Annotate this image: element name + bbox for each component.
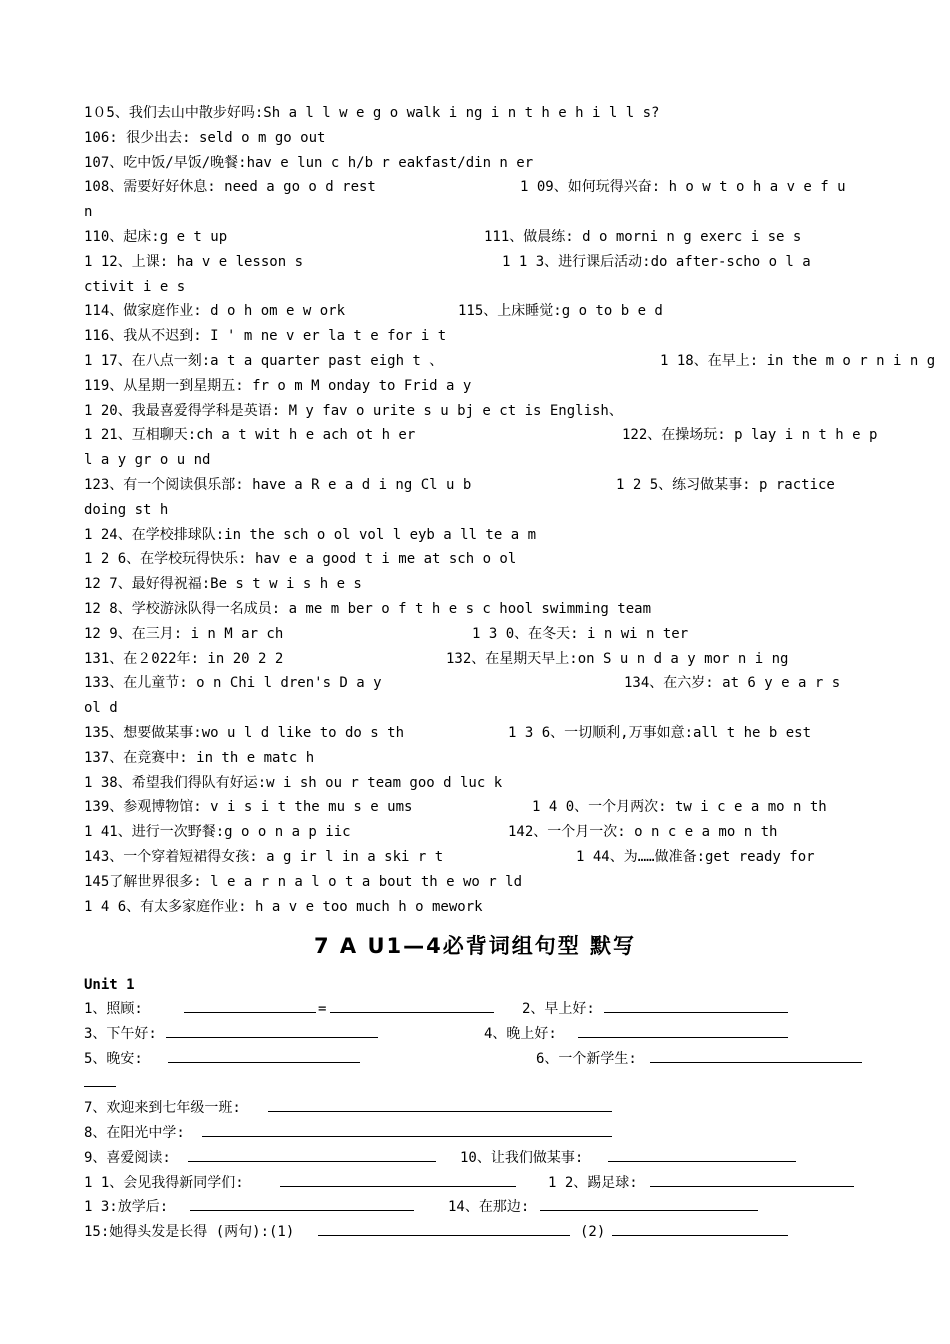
answer-blank[interactable] bbox=[202, 1122, 612, 1137]
answer-blank[interactable] bbox=[268, 1097, 612, 1112]
vocab-line bbox=[84, 448, 869, 473]
equals-sign: = bbox=[318, 1001, 327, 1017]
vocab-line bbox=[84, 696, 869, 721]
vocab-entry: 1 24、在学校排球队:in the sch o ol vol l eyb a ll te a m bbox=[84, 526, 537, 543]
exercise-prompt: 1 2、踢足球: bbox=[548, 1174, 638, 1191]
vocab-entry: 119、从星期一到星期五: fr o m M onday to Frid a y bbox=[84, 377, 472, 394]
exercise-prompt: 1、照顾: bbox=[84, 1001, 143, 1017]
answer-blank[interactable] bbox=[604, 998, 788, 1013]
answer-blank[interactable] bbox=[540, 1196, 758, 1211]
section-title: 7 A U1—4必背词组句型 默写 bbox=[313, 934, 637, 958]
vocab-line bbox=[84, 771, 869, 796]
vocab-line bbox=[84, 721, 869, 746]
exercise-prompt: 2、早上好: bbox=[522, 1001, 595, 1017]
vocab-entry: 115、上床睡觉:g o to b e d bbox=[458, 303, 663, 320]
answer-blank[interactable] bbox=[330, 998, 494, 1013]
vocab-line bbox=[84, 498, 869, 523]
answer-blank[interactable] bbox=[188, 1147, 436, 1162]
vocab-line bbox=[84, 622, 869, 647]
vocab-entry: 132、在星期天早上:on S u n d a y mor n i ng bbox=[446, 650, 789, 667]
vocab-entry: 1 17、在八点一刻:a t a quarter past eigh t 、 bbox=[84, 352, 444, 369]
vocab-entry: 142、一个月一次: o n c e a mo n th bbox=[508, 824, 778, 841]
vocab-line bbox=[84, 647, 869, 672]
exercise-prompt: 8、在阳光中学: bbox=[84, 1124, 185, 1141]
vocab-entry: 110、起床:g e t up bbox=[84, 228, 228, 245]
vocab-line bbox=[84, 895, 869, 920]
vocab-entry: 145了解世界很多: l e a r n a l o t a bout th e wo r ld bbox=[84, 873, 523, 890]
answer-blank[interactable] bbox=[578, 1023, 788, 1038]
vocab-line bbox=[84, 597, 869, 622]
vocab-line bbox=[84, 671, 869, 696]
vocab-entry: 143、一个穿着短裙得女孩: a g ir l in a ski r t bbox=[84, 848, 444, 865]
vocab-entry: 133、在儿童节: o n Chi l dren's D a y bbox=[84, 675, 382, 692]
vocab-line bbox=[84, 225, 869, 250]
vocab-entry: 131、在２022年: in 20 2 2 bbox=[84, 650, 284, 667]
unit-label: Unit 1 bbox=[84, 977, 135, 993]
answer-blank[interactable] bbox=[190, 1196, 414, 1211]
vocab-entry: 1 2 5、练习做某事: p ractice bbox=[616, 476, 835, 493]
vocab-line bbox=[84, 746, 869, 771]
vocab-line bbox=[84, 795, 869, 820]
exercise-prompt: 10、让我们做某事: bbox=[460, 1149, 584, 1166]
answer-blank[interactable] bbox=[612, 1221, 788, 1236]
vocab-line bbox=[84, 324, 869, 349]
vocab-line bbox=[84, 423, 878, 448]
vocab-entry: 1 4 6、有太多家庭作业: h a v e too much h o mework bbox=[84, 898, 483, 915]
vocab-line bbox=[84, 349, 936, 374]
answer-blank[interactable] bbox=[168, 1048, 360, 1063]
vocab-entry: 1 12、上课: ha v e lesson s bbox=[84, 253, 304, 270]
vocab-line bbox=[84, 399, 869, 424]
vocab-line bbox=[84, 299, 869, 324]
exercise-prompt: 14、在那边: bbox=[448, 1199, 530, 1216]
vocab-line bbox=[84, 473, 869, 498]
vocab-entry: 123、有一个阅读俱乐部: have a R e a d i ng Cl u b bbox=[84, 476, 472, 493]
vocab-line bbox=[84, 126, 869, 151]
vocab-line bbox=[84, 175, 869, 200]
vocab-entry: 107、吃中饭/早饭/晚餐:hav e lun c h/b r eakfast/din n er bbox=[84, 154, 534, 171]
answer-blank[interactable] bbox=[280, 1172, 516, 1187]
vocab-line bbox=[84, 200, 869, 225]
vocab-entry: 135、想要做某事:wo u l d like to do s th bbox=[84, 724, 405, 741]
vocab-entry: 134、在六岁: at 6 y e a r s bbox=[624, 675, 841, 692]
vocab-entry: 1 44、为……做准备:get ready for bbox=[576, 848, 815, 865]
vocab-entry: doing st h bbox=[84, 501, 169, 518]
exercise-prompt: 9、喜爱阅读: bbox=[84, 1149, 171, 1166]
exercise-prompt: 4、晚上好: bbox=[484, 1025, 557, 1042]
vocab-entry: ol d bbox=[84, 700, 118, 717]
vocab-entry: 12 9、在三月: i n M ar ch bbox=[84, 625, 284, 642]
vocab-entry: 106: 很少出去: seld o m go out bbox=[84, 129, 326, 146]
exercise-row bbox=[84, 1096, 869, 1121]
exercise-prompt: 15:她得头发是长得 (两句):(1) bbox=[84, 1224, 295, 1241]
vocab-entry: 1 21、互相聊天:ch a t wit h e ach ot h er bbox=[84, 427, 416, 444]
exercise-row bbox=[84, 1220, 869, 1245]
answer-blank[interactable] bbox=[608, 1147, 796, 1162]
exercise-prompt: (2) bbox=[580, 1224, 606, 1241]
vocab-line bbox=[84, 845, 869, 870]
vocab-line bbox=[84, 275, 869, 300]
exercise-prompt: 7、欢迎来到七年级一班: bbox=[84, 1100, 241, 1117]
vocab-entry: n bbox=[84, 204, 93, 221]
exercise-prompt: 1 3:放学后: bbox=[84, 1199, 169, 1216]
vocab-entry: 1 3 0、在冬天: i n wi n ter bbox=[472, 625, 689, 642]
vocab-entry: 12 7、最好得祝福:Be s t w i s h e s bbox=[84, 576, 362, 593]
exercise-row bbox=[84, 997, 869, 1022]
vocab-entry: 122、在操场玩: p lay i n t h e p bbox=[622, 427, 878, 444]
vocab-line bbox=[84, 572, 869, 597]
exercise-prompt: 5、晚安: bbox=[84, 1050, 143, 1067]
vocab-entry: ctivit i e s bbox=[84, 278, 186, 295]
vocab-entry: 137、在竞赛中: in th e matc h bbox=[84, 749, 315, 766]
vocab-line bbox=[84, 820, 869, 845]
exercise-prompt: 3、下午好: bbox=[84, 1025, 157, 1042]
vocab-entry: 116、我从不迟到: I ' m ne v er la t e for i t bbox=[84, 328, 447, 345]
answer-blank[interactable] bbox=[650, 1048, 862, 1063]
vocab-entry: 1 2 6、在学校玩得快乐: hav e a good t i me at sch o ol bbox=[84, 551, 517, 568]
vocab-entry: 1 20、我最喜爱得学科是英语: M y fav o urite s u bj e ct is English、 bbox=[84, 402, 623, 419]
answer-blank[interactable] bbox=[650, 1172, 854, 1187]
vocab-entry: l a y gr o u nd bbox=[84, 452, 211, 469]
answer-blank[interactable] bbox=[184, 998, 316, 1013]
vocab-entry: 1 38、希望我们得队有好运:w i sh ou r team goo d luc k bbox=[84, 774, 503, 791]
answer-blank[interactable] bbox=[166, 1023, 378, 1038]
exercise-row bbox=[84, 1047, 869, 1072]
exercise-row bbox=[84, 1121, 869, 1146]
vocab-entry: 114、做家庭作业: d o h om e w ork bbox=[84, 303, 346, 320]
vocab-list bbox=[84, 101, 936, 919]
exercise-row bbox=[84, 1146, 869, 1171]
vocab-entry: 1 4 0、一个月两次: tw i c e a mo n th bbox=[532, 799, 827, 816]
vocab-line bbox=[84, 523, 869, 548]
vocab-entry: 1 41、进行一次野餐:g o o n a p iic bbox=[84, 824, 351, 841]
vocab-line bbox=[84, 250, 869, 275]
exercise-row bbox=[84, 1195, 869, 1220]
exercise-row bbox=[84, 1071, 869, 1096]
vocab-entry: 1 09、如何玩得兴奋: h o w t o h a v e f u bbox=[520, 179, 846, 196]
vocab-line bbox=[84, 151, 869, 176]
exercise-row bbox=[84, 1171, 869, 1196]
answer-blank[interactable] bbox=[318, 1221, 570, 1236]
exercise-prompt: 6、一个新学生: bbox=[536, 1050, 637, 1067]
exercise-prompt: 1 1、会见我得新同学们: bbox=[84, 1174, 244, 1191]
vocab-line bbox=[84, 101, 869, 126]
vocab-line bbox=[84, 547, 869, 572]
exercise-list bbox=[84, 997, 869, 1245]
answer-blank[interactable] bbox=[84, 1072, 116, 1087]
vocab-line bbox=[84, 374, 869, 399]
vocab-entry: 1０5、我们去山中散步好吗:Sh a l l w e g o walk i ng i n t h e h i l l s? bbox=[84, 105, 660, 121]
vocab-entry: 111、做晨练: d o morni n g exerc i se s bbox=[484, 228, 802, 245]
exercise-row bbox=[84, 1022, 869, 1047]
vocab-line bbox=[84, 870, 869, 895]
vocab-entry: 1 1 3、进行课后活动:do after-scho o l a bbox=[502, 253, 811, 270]
vocab-entry: 1 3 6、一切顺利,万事如意:all t he b est bbox=[508, 724, 812, 741]
vocab-entry: 139、参观博物馆: v i s i t the mu s e ums bbox=[84, 799, 413, 816]
vocab-entry: 12 8、学校游泳队得一名成员: a me m ber o f t h e s c hool swimming team bbox=[84, 600, 652, 617]
vocab-entry: 1 18、在早上: in the m o r n i n g bbox=[660, 352, 936, 369]
vocab-entry: 108、需要好好休息: need a go o d rest bbox=[84, 179, 376, 196]
